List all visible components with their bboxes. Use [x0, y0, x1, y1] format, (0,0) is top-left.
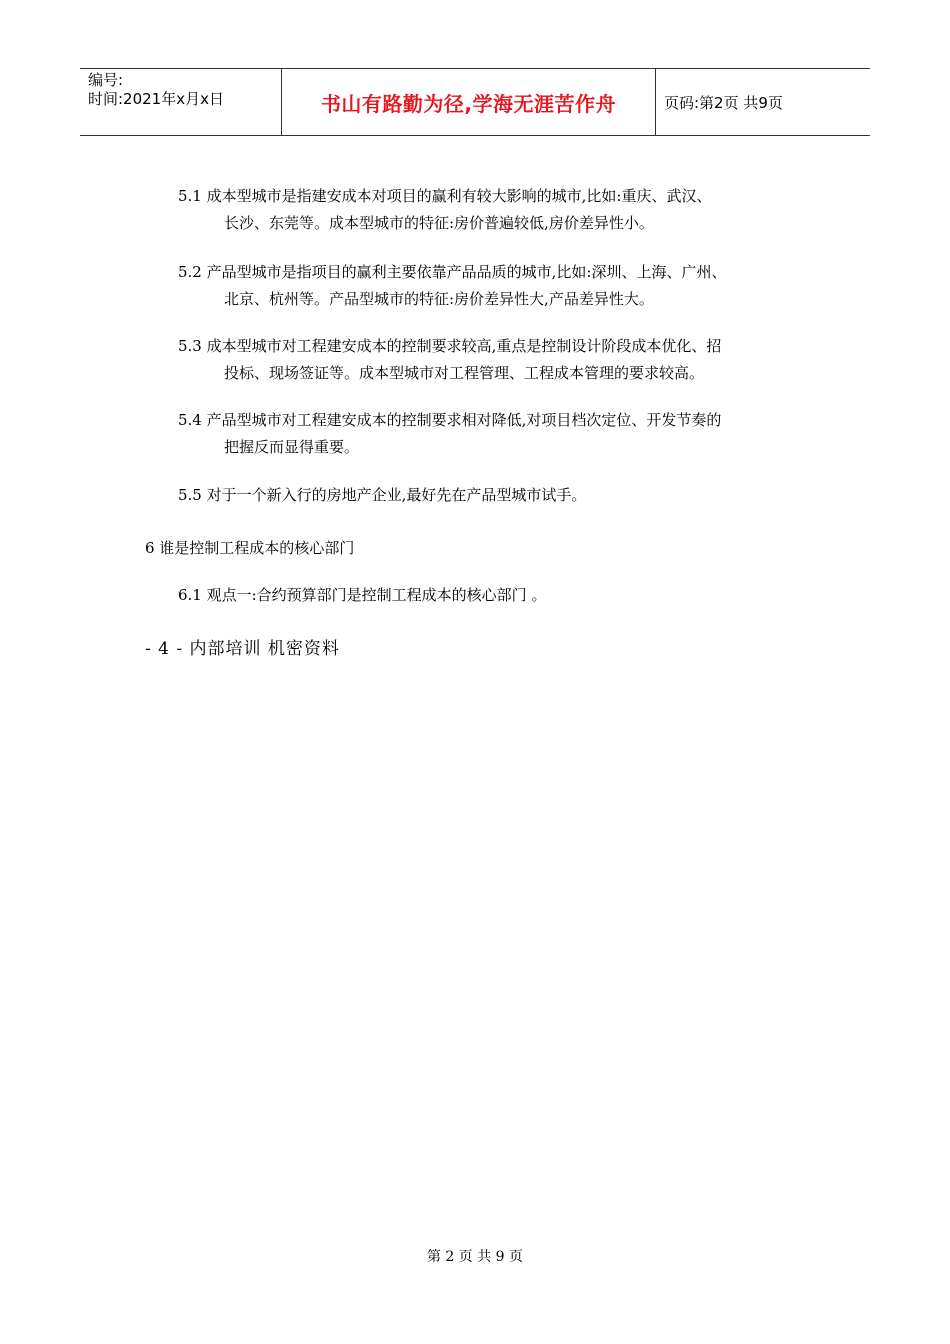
item-line-continued: 北京、杭州等。产品型城市的特征:房价差异性大,产品差异性大。 [224, 290, 654, 308]
document-header [80, 68, 870, 136]
item-line: 5.4 产品型城市对工程建安成本的控制要求相对降低,对项目档次定位、开发节奏的 [178, 411, 722, 429]
list-item [178, 336, 721, 383]
item-line: 5.3 成本型城市对工程建安成本的控制要求较高,重点是控制设计阶段成本优化、招 [178, 337, 722, 355]
item-line-continued: 投标、现场签证等。成本型城市对工程管理、工程成本管理的要求较高。 [224, 364, 705, 382]
list-item [178, 186, 711, 233]
section-heading: 6 谁是控制工程成本的核心部门 [145, 539, 355, 557]
item-line-continued: 长沙、东莞等。成本型城市的特征:房价普遍较低,房价差异性小。 [224, 214, 654, 232]
header-motto: 书山有路勤为径,学海无涯苦作舟 [282, 69, 656, 135]
item-line-continued: 把握反而显得重要。 [224, 438, 360, 456]
confidential-note: - 4 - 内部培训 机密资料 [145, 639, 340, 659]
list-item: 5.5 对于一个新入行的房地产企业,最好先在产品型城市试手。 [178, 486, 587, 504]
page-number: 第 2 页 共 9 页 [426, 1249, 524, 1265]
list-item [178, 262, 726, 309]
item-line: 5.2 产品型城市是指项目的赢利主要依靠产品品质的城市,比如:深圳、上海、广州、 [178, 263, 727, 281]
number-label: 编号: [88, 71, 124, 89]
item-line: 5.1 成本型城市是指建安成本对项目的赢利有较大影响的城市,比如:重庆、武汉、 [178, 187, 712, 205]
list-item [178, 410, 721, 457]
date-label: 时间:2021年x月x日 [88, 90, 224, 108]
list-item: 6.1 观点一:合约预算部门是控制工程成本的核心部门 。 [178, 586, 547, 604]
header-page-label: 页码:第2页 共9页 [664, 93, 783, 112]
header-meta [80, 69, 282, 135]
